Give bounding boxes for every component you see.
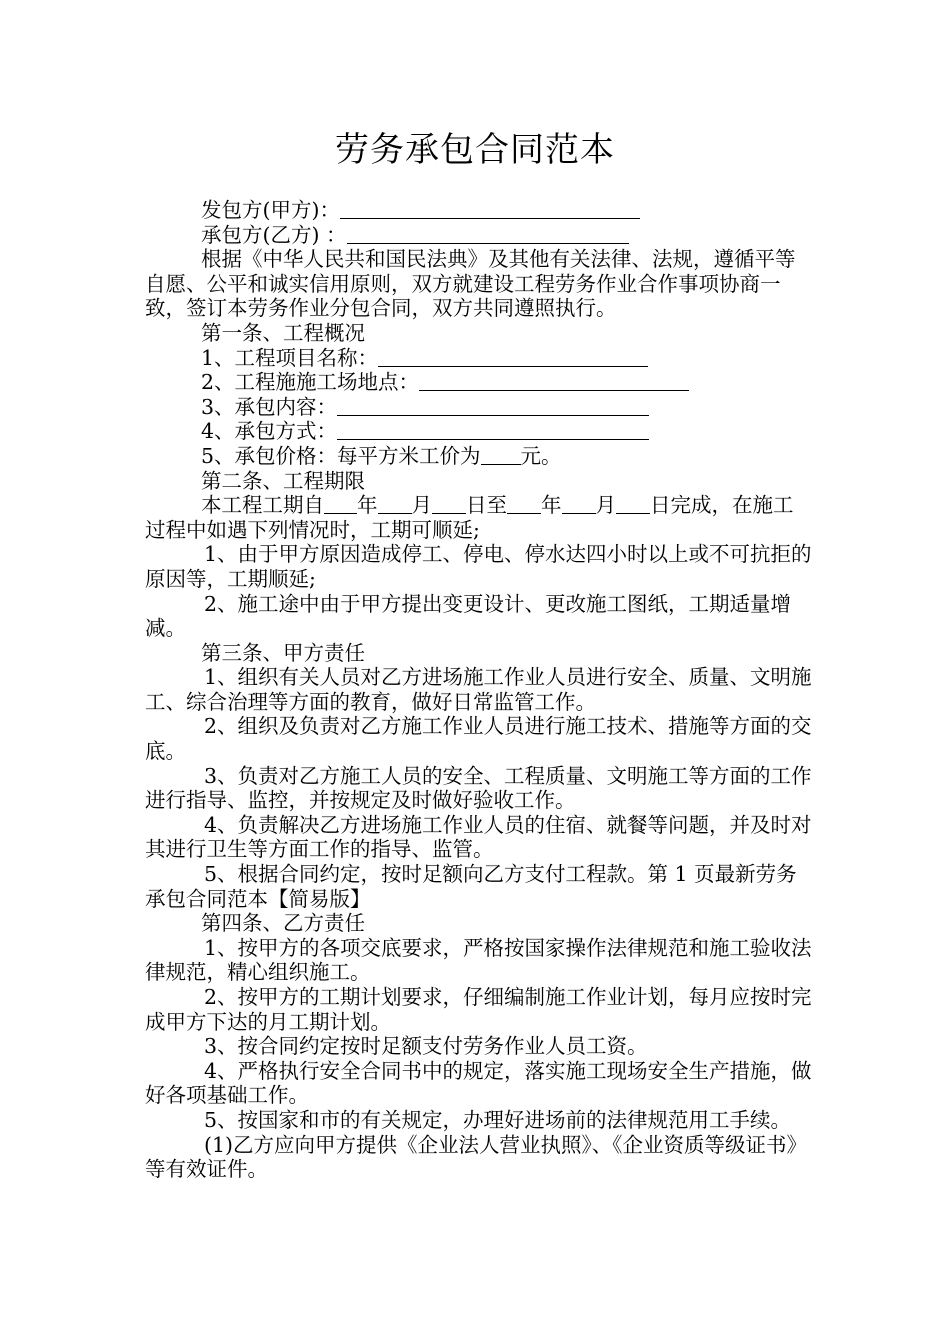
party-b-line xyxy=(145,223,813,248)
period-blank xyxy=(562,494,596,514)
site-location-label: 2、工程施施工场地点： xyxy=(201,370,420,395)
period-blank xyxy=(616,494,650,514)
price-label: 5、承包价格：每平方米工价为 xyxy=(201,443,481,468)
period-blank xyxy=(378,494,412,514)
site-location-line xyxy=(145,370,813,395)
scope-label: 3、承包内容： xyxy=(201,394,338,419)
article-3-item-4: 4、负责解决乙方进场施工作业人员的住宿、就餐等问题，并及时对其进行卫生等方面工作的指导、监管。 xyxy=(145,812,812,862)
period-text: 本工程工期自 xyxy=(201,493,324,518)
article-3-heading: 第三条、甲方责任 xyxy=(201,640,365,665)
article-4-subitem-1: (1)乙方应向甲方提供《企业法人营业执照》、《企业资质等级证书》等有效证件。 xyxy=(145,1132,808,1182)
price-blank xyxy=(481,445,521,465)
article-4-item-1: 1、按甲方的各项交底要求，严格按国家操作法律规范和施工验收法律规范，精心组织施工。 xyxy=(145,935,812,985)
period-text: 日完成，在施工过程中如遇下列情况时，工期可顺延; xyxy=(145,493,794,542)
period-text: 月 xyxy=(411,493,432,518)
price-line xyxy=(145,444,813,469)
article-3-item-5: 5、根据合同约定，按时足额向乙方支付工程款。第 1 页最新劳务承包合同范本【简易版】 xyxy=(145,862,797,911)
article-2-item-1: 1、由于甲方原因造成停工、停电、停水达四小时以上或不可抗拒的原因等，工期顺延; xyxy=(145,542,812,591)
article-3-item-1: 1、组织有关人员对乙方进场施工作业人员进行安全、质量、文明施工、综合治理等方面的教育，做好日常监管工作。 xyxy=(145,665,812,714)
preamble-paragraph: 根据《中华人民共和国民法典》及其他有关法律、法规，遵循平等自愿、公平和诚实信用原则，双方就建设工程劳务作业合作事项协商一致，签订本劳务作业分包合同，双方共同遵照执行。 xyxy=(145,247,796,321)
period-paragraph xyxy=(145,493,813,542)
method-line xyxy=(145,419,813,444)
period-blank xyxy=(324,494,357,514)
article-2-heading: 第二条、工程期限 xyxy=(201,468,365,493)
party-a-label: 发包方(甲方)： xyxy=(201,198,340,222)
article-4-heading: 第四条、乙方责任 xyxy=(201,911,365,936)
period-text: 年 xyxy=(357,493,378,518)
document-body xyxy=(145,198,813,1182)
price-unit: 元。 xyxy=(520,443,562,468)
party-a-blank xyxy=(340,199,640,219)
method-blank xyxy=(337,420,649,440)
period-blank xyxy=(507,494,541,514)
method-label: 4、承包方式： xyxy=(201,419,338,444)
article-4-item-2: 2、按甲方的工期计划要求，仔细编制施工作业计划，每月应按时完成甲方下达的月工期计划。 xyxy=(145,985,812,1034)
article-4-item-4: 4、严格执行安全合同书中的规定，落实施工现场安全生产措施，做好各项基础工作。 xyxy=(145,1058,812,1108)
party-b-label: 承包方(乙方) ： xyxy=(201,222,347,247)
article-2-item-2: 2、施工途中由于甲方提出变更设计、更改施工图纸，工期适量增减。 xyxy=(145,591,792,641)
article-1-heading: 第一条、工程概况 xyxy=(201,320,365,345)
scope-blank xyxy=(337,396,649,416)
party-b-blank xyxy=(347,224,629,244)
article-4-item-3: 3、按合同约定按时足额支付劳务作业人员工资。 xyxy=(204,1034,648,1059)
project-name-line xyxy=(145,346,813,371)
period-text: 月 xyxy=(595,493,616,518)
project-name-blank xyxy=(378,347,648,367)
document-title: 劳务承包合同范本 xyxy=(335,130,615,170)
party-a-line xyxy=(145,198,813,223)
period-text: 年 xyxy=(541,493,562,518)
project-name-label: 1、工程项目名称： xyxy=(201,345,379,370)
scope-line xyxy=(145,395,813,420)
period-blank xyxy=(432,494,466,514)
period-text: 日至 xyxy=(466,493,507,518)
article-3-item-2: 2、组织及负责对乙方施工作业人员进行施工技术、措施等方面的交底。 xyxy=(145,714,812,764)
article-3-item-3: 3、负责对乙方施工人员的安全、工程质量、文明施工等方面的工作进行指导、监控，并按规定及时做好验收工作。 xyxy=(145,763,812,813)
site-location-blank xyxy=(419,371,689,391)
article-4-item-5: 5、按国家和市的有关规定，办理好进场前的法律规范用工手续。 xyxy=(204,1107,792,1132)
